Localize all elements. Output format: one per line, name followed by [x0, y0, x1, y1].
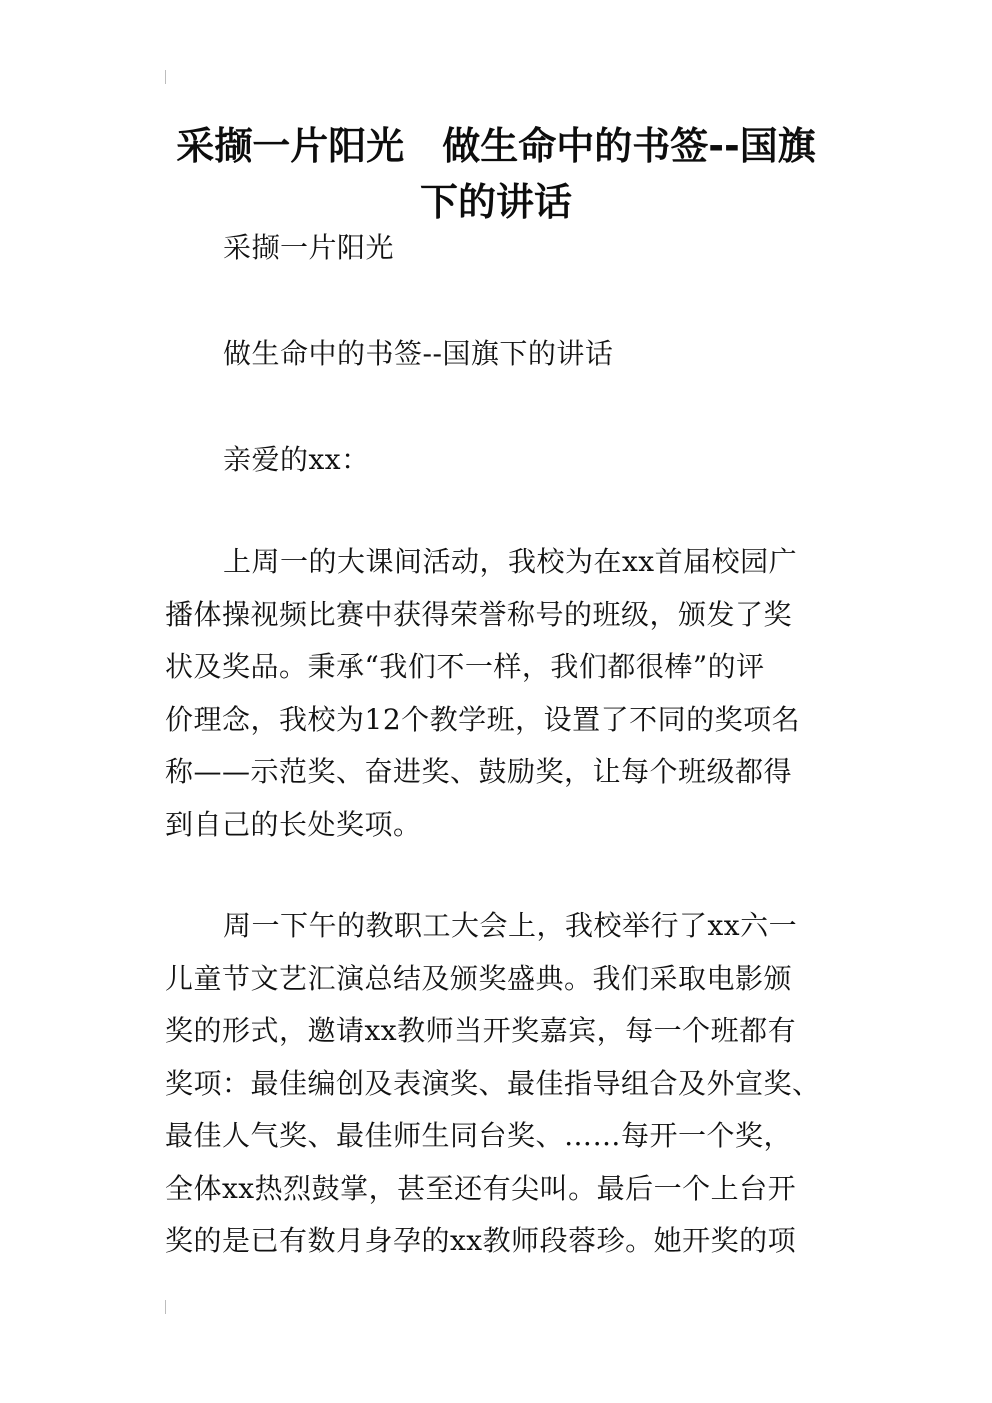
paragraph-subtitle-2: 做生命中的书签--国旗下的讲话 [223, 337, 614, 370]
paragraph-subtitle-1: 采撷一片阳光 [223, 231, 395, 264]
page-corner-mark-top [165, 70, 166, 84]
page-corner-mark-bottom [165, 1300, 166, 1314]
document-title: 采撷一片阳光 做生命中的书签--国旗下的讲话 [176, 124, 816, 224]
paragraph-body-2: 周一下午的教职工大会上，我校举行了xx六一 儿童节文艺汇演总结及颁奖盛典。我们采取电影颁 奖的形式，邀请xx教师当开奖嘉宾，每一个班都有 奖项：最佳编创及表演奖、最佳指导组合及外宣奖、 最佳人气奖、最佳师生同台奖、……每开一个奖， 全体xx热烈鼓掌，甚至还有尖叫。最后一个上台开 奖的是已有数月身孕的xx教师段蓉珍。她开奖的项 [165, 909, 821, 1257]
paragraph-salutation: 亲爱的xx： [223, 443, 370, 476]
paragraph-body-1: 上周一的大课间活动，我校为在xx首届校园广 播体操视频比赛中获得荣誉称号的班级，颁发了奖 状及奖品。秉承“我们不一样，我们都很棒”的评 价理念，我校为12个教学班，设置了不同的奖项名 称——示范奖、奋进奖、鼓励奖，让每个班级都得 到自己的长处奖项。 [165, 545, 801, 841]
